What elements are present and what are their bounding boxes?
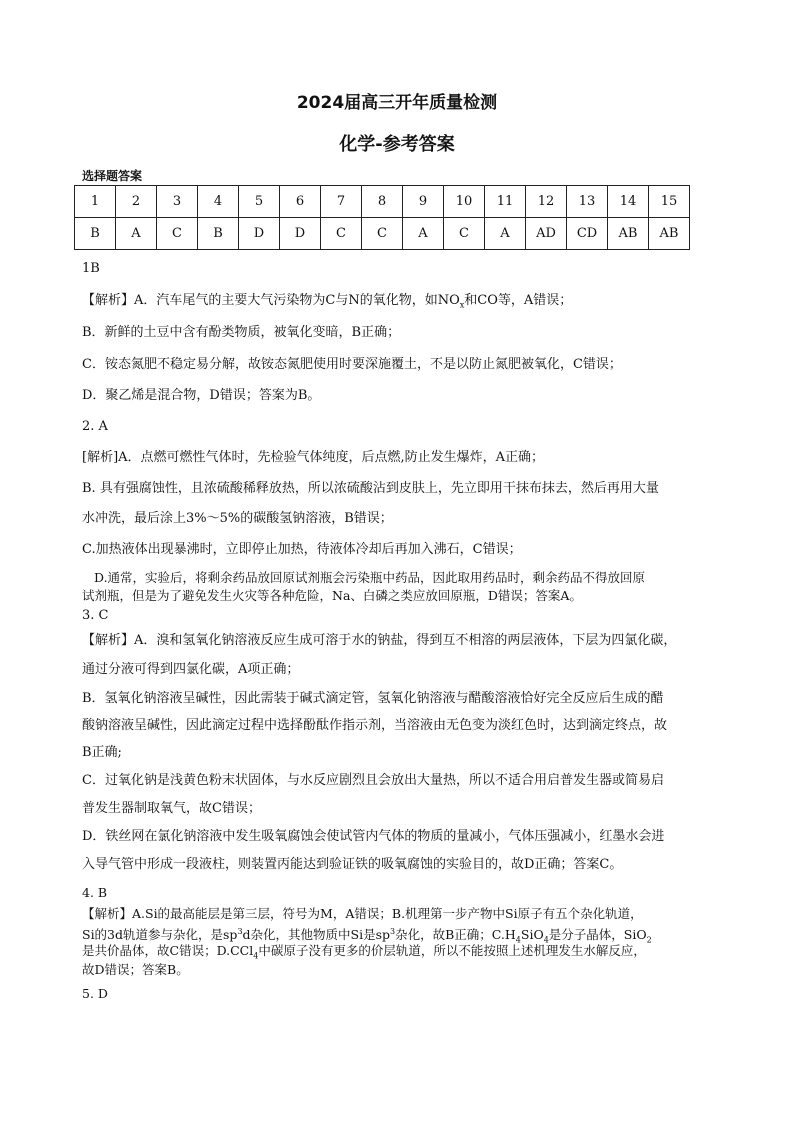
page-title: 2024届高三开年质量检测	[296, 93, 498, 113]
q2-option-d-explanation-line1: D.通常，实验后，将剩余药品放回原试剂瓶会污染瓶中药品，因此取用药品时，剩余药品不得放回原	[94, 570, 646, 585]
q3-heading: 3. C	[82, 608, 109, 623]
question-number-cell: 8	[362, 186, 403, 218]
answer-cell: C	[321, 218, 362, 250]
question-number-cell: 5	[239, 186, 280, 218]
answer-cell: AD	[526, 218, 567, 250]
answer-cell: A	[485, 218, 526, 250]
question-number-cell: 10	[444, 186, 485, 218]
answer-table-answer-row	[75, 218, 690, 250]
answer-cell: AB	[608, 218, 649, 250]
q4-explanation-line3: 是共价晶体，故C错误；D.CCl$_4$中碳原子没有更多的价层轨道，所以不能按照上述机理发生水解反应，	[82, 943, 646, 961]
q4-heading: 4. B	[82, 885, 108, 900]
answer-cell: AB	[649, 218, 690, 250]
question-number-cell: 4	[198, 186, 239, 218]
question-number-cell: 11	[485, 186, 526, 218]
q1-option-c-explanation: C．铵态氮肥不稳定易分解，故铵态氮肥使用时要深施覆土，不是以防止氮肥被氧化，C错误；	[82, 357, 622, 372]
q3-option-d-explanation-line1: D．铁丝网在氯化钠溶液中发生吸氧腐蚀会使试管内气体的物质的量减小，气体压强减小，红墨水会进	[82, 829, 665, 844]
q1-option-a-explanation: 【解析】A．汽车尾气的主要大气污染物为C与N的氧化物，如$NO_x$和CO等，A错误；	[82, 293, 573, 310]
q1-heading: 1B	[82, 261, 100, 276]
q2-heading: 2. A	[82, 419, 108, 434]
question-number-cell: 9	[403, 186, 444, 218]
q2-option-a-explanation: [解析]A．点燃可燃性气体时，先检验气体纯度，后点燃,防止发生爆炸，A正确；	[82, 450, 545, 465]
question-number-cell: 12	[526, 186, 567, 218]
q4-explanation-line1: 【解析】A.Si的最高能层是第三层，符号为M，A错误；B.机理第一步产物中Si原子有五个杂化轨道，	[82, 906, 643, 921]
q4-explanation-line2: Si的3d轨道参与杂化，是$sp^3d$杂化，其他物质中Si是$sp^3$杂化，故B正确；$C.H_4SiO_4$是分子晶体，SiO$_2$	[82, 927, 652, 945]
question-number-cell: 15	[649, 186, 690, 218]
answer-cell: C	[157, 218, 198, 250]
answer-cell: B	[75, 218, 116, 250]
answer-cell: D	[280, 218, 321, 250]
q4-explanation-line4: 故D错误；答案B。	[82, 962, 189, 977]
question-number-cell: 13	[567, 186, 608, 218]
question-number-cell: 1	[75, 186, 116, 218]
question-number-cell: 3	[157, 186, 198, 218]
question-number-cell: 6	[280, 186, 321, 218]
q3-option-d-explanation-line2: 入导气管中形成一段液柱，则装置丙能达到验证铁的吸氧腐蚀的实验目的，故D正确；答案C。	[82, 857, 623, 872]
q5-heading: 5. D	[82, 986, 108, 1001]
question-number-cell: 7	[321, 186, 362, 218]
answer-table	[74, 185, 690, 250]
question-number-cell: 14	[608, 186, 649, 218]
page-subtitle: 化学-参考答案	[339, 134, 455, 155]
q3-option-a-explanation-line2: 通过分液可得到四氯化碳，A项正确；	[82, 662, 300, 677]
q2-option-b-explanation-line2: 水冲洗，最后涂上3%～5%的碳酸氢钠溶液，B错误；	[82, 511, 393, 526]
q1-option-b-explanation: B．新鲜的土豆中含有酚类物质，被氧化变暗，B正确；	[82, 325, 401, 340]
q3-option-b-explanation-line3: B正确;	[82, 745, 122, 760]
q3-option-b-explanation-line2: 酸钠溶液呈碱性，因此滴定过程中选择酚酞作指示剂，当溶液由无色变为淡红色时，达到滴定终点，故	[82, 718, 668, 733]
answer-cell: A	[403, 218, 444, 250]
answer-cell: CD	[567, 218, 608, 250]
answer-cell: C	[444, 218, 485, 250]
answer-cell: D	[239, 218, 280, 250]
section-label: 选择题答案	[82, 169, 143, 183]
q2-option-d-explanation-line2: 试剂瓶，但是为了避免发生火灾等各种危险，Na、白磷之类应放回原瓶，D错误；答案A。	[82, 588, 582, 603]
q3-option-b-explanation-line1: B．氢氧化钠溶液呈碱性，因此需装于碱式滴定管，氢氧化钠溶液与醋酸溶液恰好完全反应后生成的醋	[82, 691, 664, 706]
q3-option-c-explanation-line1: C．过氧化钠是浅黄色粉末状固体，与水反应剧烈且会放出大量热，所以不适合用启普发生器或简易启	[82, 773, 664, 788]
q3-option-c-explanation-line2: 普发生器制取氧气，故C错误；	[82, 801, 261, 816]
answer-cell: A	[116, 218, 157, 250]
answer-cell: B	[198, 218, 239, 250]
q2-option-b-explanation-line1: B. 具有强腐蚀性，且浓硫酸稀释放热，所以浓硫酸沾到皮肤上，先立即用干抹布抹去，然后再用大量	[82, 481, 659, 496]
q1-option-d-explanation: D．聚乙烯是混合物，D错误；答案为B。	[82, 388, 321, 403]
q3-option-a-explanation-line1: 【解析】A．溴和氢氧化钠溶液反应生成可溶于水的钠盐，得到互不相溶的两层液体，下层为四氯化碳，	[82, 633, 677, 648]
answer-table-number-row	[75, 186, 690, 218]
q2-option-c-explanation: C.加热液体出现暴沸时，立即停止加热，待液体冷却后再加入沸石，C错误；	[82, 542, 522, 557]
question-number-cell: 2	[116, 186, 157, 218]
answer-cell: C	[362, 218, 403, 250]
